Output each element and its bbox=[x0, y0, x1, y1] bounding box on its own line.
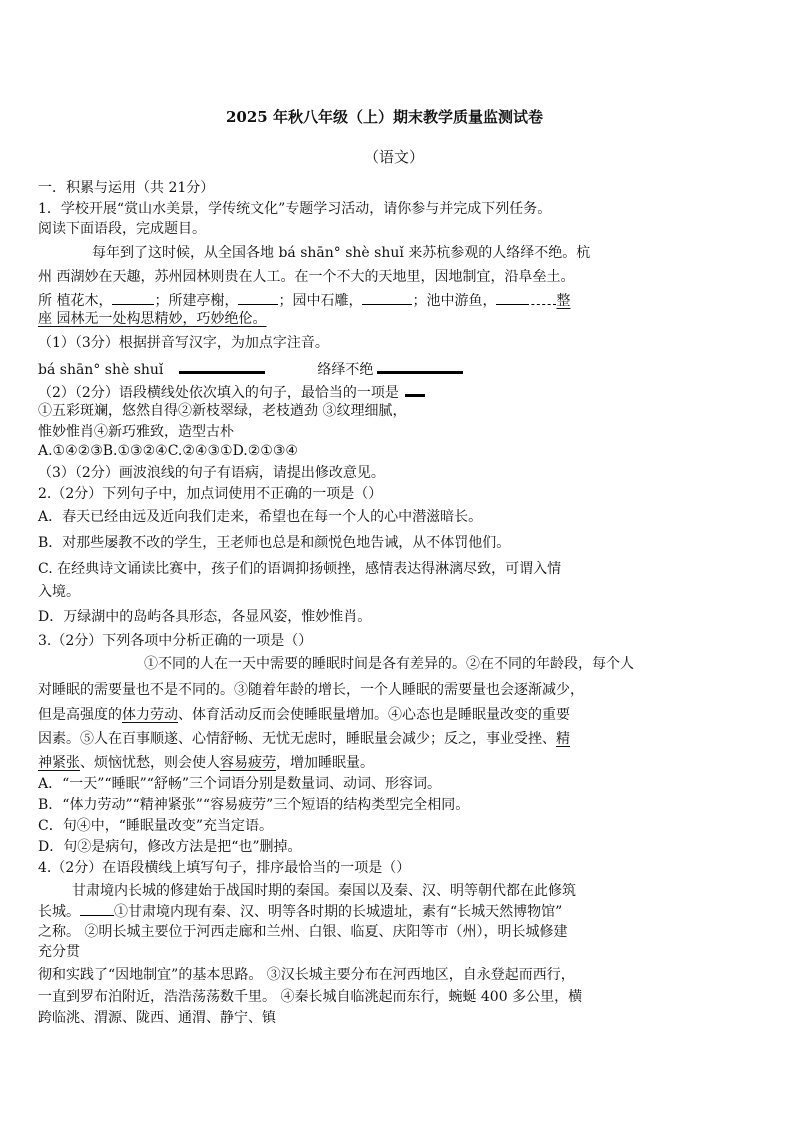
answer-blank[interactable] bbox=[377, 359, 463, 374]
q3-stem: 3.（2分）下列各项中分析正确的一项是（） bbox=[38, 633, 313, 649]
q1-sub1-word: 络绎不绝 bbox=[317, 362, 374, 378]
q3-passage-line4 bbox=[38, 731, 570, 749]
q3-option-a: A．“一天”“睡眠”“舒畅”三个词语分别是数量词、动词、形容词。 bbox=[38, 776, 442, 792]
q1-sub1-answers bbox=[38, 359, 463, 380]
q4-passage-line7: 跨临洮、渭源、陇西、通渭、静宁、镇 bbox=[38, 1010, 276, 1026]
answer-blank[interactable] bbox=[80, 903, 114, 916]
section-heading: 一．积累与运用（共 21分） bbox=[38, 180, 215, 196]
q1-sub1: （1）（3分）根据拼音写汉字，为加点字注音。 bbox=[38, 335, 329, 351]
q1-sub2 bbox=[38, 382, 425, 403]
q4-seg: ①甘肃境内现有秦、汉、明等各时期的长城遗址，素有“长城天然博物馆” bbox=[114, 904, 563, 920]
q3-passage-line1: ①不同的人在一天中需要的睡眠时间是各有差异的。②在不同的年龄段，每个人 bbox=[144, 656, 634, 672]
q3-seg: 但是高强度的 bbox=[38, 707, 122, 723]
q1-passage-line1: 每年到了这时候，从全国各地 bá shān° shè shuǐ 来苏杭参观的人络绎不绝。杭 bbox=[92, 245, 591, 261]
q2-option-c-line1: C. 在经典诗文诵读比赛中，孩子们的语调抑扬顿挫，感情表达得淋漓尽致，可谓入情 bbox=[38, 561, 562, 577]
q4-passage-line4: 充分贯 bbox=[38, 944, 80, 960]
answer-blank[interactable] bbox=[496, 292, 526, 305]
q2-option-b: B．对那些屡教不改的学生，王老师也总是和颜悦色地告诫，从不体罚他们。 bbox=[38, 535, 511, 551]
q3-option-c: C．句④中，“睡眠量改变”充当定语。 bbox=[38, 818, 274, 834]
q3-seg: ，增加睡眠量。 bbox=[276, 755, 374, 771]
answer-blank[interactable] bbox=[112, 292, 154, 305]
q1-passage-seg-a: 所 植花木， bbox=[38, 293, 113, 309]
q4-passage-line3: 之称。 ②明长城主要位于河西走廊和兰州、白银、临夏、庆阳等市（州），明长城修建 bbox=[38, 924, 568, 940]
q2-option-d: D．万绿湖中的岛屿各具形态，各显风姿，惟妙惟肖。 bbox=[38, 609, 372, 625]
q3-seg: 因素。⑤人在百事顺遂、心情舒畅、无忧无虑时，睡眠量会减少；反之，事业受挫、 bbox=[38, 731, 556, 747]
q3-option-d: D．句②是病句，修改方法是把“也”删掉。 bbox=[38, 839, 302, 855]
q1-sub2-options-2: 惟妙惟肖④新巧雅致，造型古朴 bbox=[38, 424, 234, 440]
q1-passage-line3 bbox=[38, 292, 570, 311]
q1-sub2-choices: A.①④②③B.①③②④C.②④③①D.②①③④ bbox=[38, 443, 298, 459]
q4-passage-line2 bbox=[38, 903, 562, 922]
q3-passage-line3 bbox=[38, 707, 570, 725]
q1-intro: 1．学校开展“赏山水美景，学传统文化”专题学习活动，请你参与并完成下列任务。 bbox=[38, 201, 552, 217]
q1-passage-seg-d: ；池中游鱼， bbox=[412, 293, 497, 309]
wavy-underline bbox=[526, 292, 556, 305]
q3-seg: 、体育活动反而会使睡眠量增加。④心态也是睡眠量改变的重要 bbox=[178, 707, 570, 723]
q2-option-a: A．春天已经由远及近向我们走来，希望也在每一个人的心中潜滋暗长。 bbox=[38, 509, 483, 525]
q3-underlined-phrase: 精 bbox=[556, 731, 570, 747]
q3-underlined-phrase: 体力劳动 bbox=[122, 707, 178, 723]
q1-passage-seg-b: ；所建亭榭， bbox=[154, 293, 239, 309]
q3-passage-line5 bbox=[38, 755, 374, 773]
answer-blank[interactable] bbox=[238, 292, 278, 305]
q2-stem: 2.（2分）下列句子中，加点词使用不正确的一项是（） bbox=[38, 486, 383, 502]
q3-seg: 、烦恼忧愁，则会使人 bbox=[80, 755, 220, 771]
q1-sub3: （3）（2分）画波浪线的句子有语病，请提出修改意见。 bbox=[38, 465, 385, 481]
q1-passage-line4: 座 园林无一处构思精妙，巧妙绝伦。 bbox=[38, 311, 267, 327]
answer-blank[interactable] bbox=[362, 292, 412, 305]
q1-passage-seg-e: 整 bbox=[556, 293, 571, 309]
q2-option-c-line2: 入境。 bbox=[38, 584, 80, 600]
q1-sub1-pinyin: bá shān° shè shuǐ bbox=[38, 362, 164, 378]
q1-instruction: 阅读下面语段，完成题目。 bbox=[38, 221, 206, 237]
q3-underlined-phrase: 神紧张 bbox=[38, 755, 80, 771]
q4-passage-line5: 彻和实践了“因地制宜”的基本思路。 ③汉长城主要分布在河西地区，自永登起而西行， bbox=[38, 967, 575, 983]
exam-title: 2025 年秋八年级（上）期末教学质量监测试卷 bbox=[226, 108, 543, 126]
q3-passage-line2: 对睡眠的需要量也不是不同的。③随着年龄的增长，一个人睡眠的需要量也会逐渐减少， bbox=[38, 682, 584, 698]
q3-underlined-phrase: 容易疲劳 bbox=[220, 755, 276, 771]
q4-stem: 4.（2分）在语段横线上填写句子，排序最恰当的一项是（） bbox=[38, 860, 411, 876]
q4-seg: 长城。 bbox=[38, 904, 80, 920]
q1-passage-seg-c: ；园中石雕， bbox=[278, 293, 363, 309]
answer-blank[interactable] bbox=[179, 359, 265, 374]
q1-sub2-text: （2）（2分）语段横线处依次填入的句子，最恰当的一项是 bbox=[38, 385, 399, 401]
q4-passage-line1: 甘肃境内长城的修建始于战国时期的秦国。秦国以及秦、汉、明等朝代都在此修筑 bbox=[72, 883, 576, 899]
q4-passage-line6: 一直到罗布泊附近，浩浩荡荡数千里。 ④秦长城自临洮起而东行，蜿蜒 400 多公里，横 bbox=[38, 989, 583, 1005]
q1-sub2-options-1: ①五彩斑斓，悠然自得②新枝翠绿，老枝遒劲 ③纹理细腻， bbox=[38, 403, 407, 419]
answer-blank[interactable] bbox=[405, 382, 425, 397]
q3-option-b: B．“体力劳动”“精神紧张”“容易疲劳”三个短语的结构类型完全相同。 bbox=[38, 797, 470, 813]
exam-subject: （语文） bbox=[364, 148, 425, 166]
q1-passage-line2: 州 西湖妙在天趣，苏州园林则贵在人工。在一个不大的天地里，因地制宜，沿阜垒土。 bbox=[38, 269, 575, 285]
